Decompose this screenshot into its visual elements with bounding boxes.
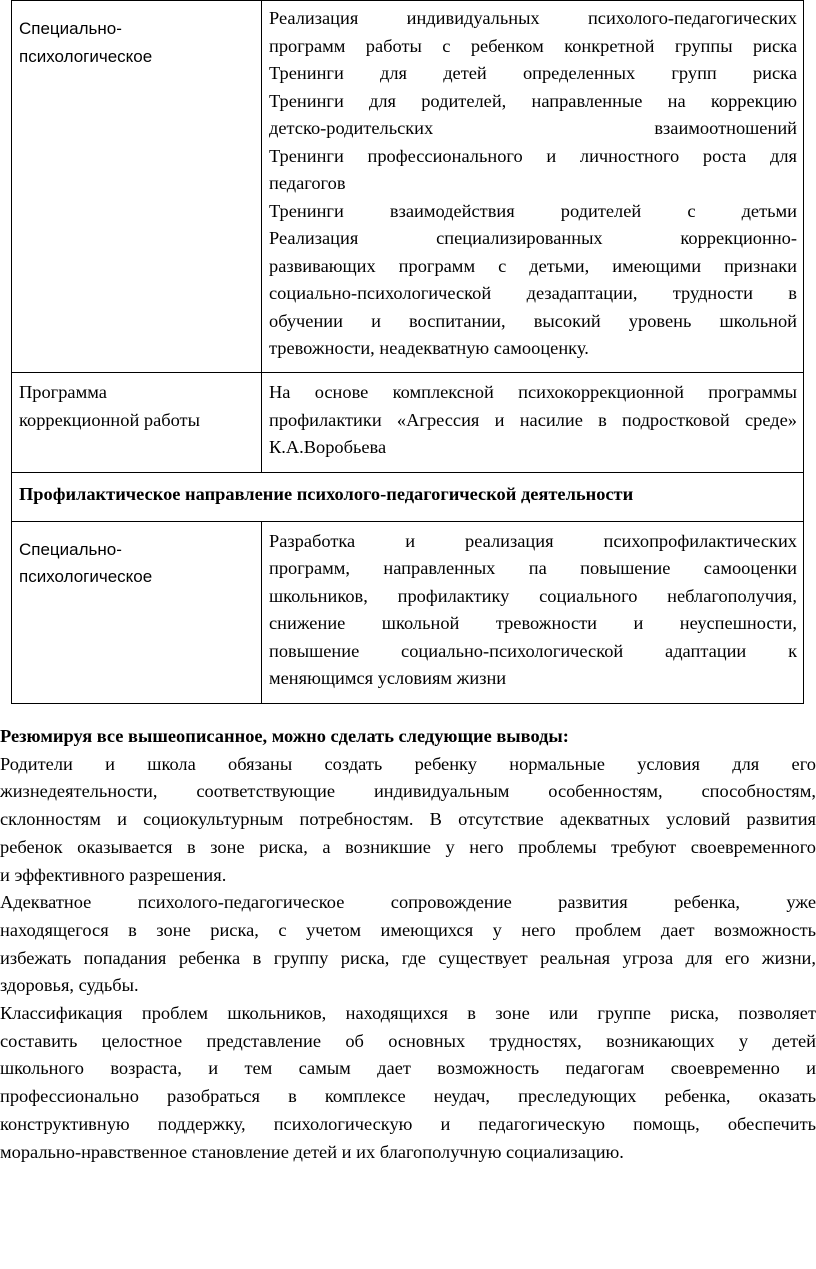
paragraph-line: составить целостное представление об основных трудностях, возникающих у детей xyxy=(0,1030,816,1051)
section-heading-row xyxy=(12,473,804,522)
table-row xyxy=(12,373,804,473)
label-line: Программа xyxy=(19,382,107,402)
paragraph-line: конструктивную поддержку, психологическую и педагогическую помощь, обеспечить xyxy=(0,1113,816,1134)
section-heading: Профилактическое направление психолого-педагогической деятельности xyxy=(12,473,804,522)
paragraph-line: Адекватное психолого-педагогическое сопровождение развития ребенка, уже xyxy=(0,892,816,913)
content-line: тревожности, неадекватную самооценку. xyxy=(269,338,589,358)
paragraph xyxy=(0,889,816,1000)
content-line: снижение школьной тревожности и неуспешности, xyxy=(269,613,797,633)
paragraph-line: ребенок оказывается в зоне риска, а возникшие у него проблемы требуют своевременного xyxy=(0,836,816,857)
row-label xyxy=(12,373,262,473)
paragraph-line: школьного возраста, и тем самым дает возможность педагогам своевременно и xyxy=(0,1058,816,1079)
content-line: педагогов xyxy=(269,173,346,193)
content-line: Разработка и реализация психопрофилактических xyxy=(269,530,797,551)
paragraph-line: профессионально разобраться в комплексе неудач, преследующих ребенка, оказать xyxy=(0,1086,816,1107)
paragraph-line: находящегося в зоне риска, с учетом имеющихся у него проблем дает возможность xyxy=(0,919,816,940)
content-line: Реализация индивидуальных психолого-педагогических xyxy=(269,8,797,28)
summary-title: Резюмируя все вышеописанное, можно сделать следующие выводы: xyxy=(0,726,569,746)
paragraph-line: жизнедеятельности, соответствующие индивидуальным особенностям, способностям, xyxy=(0,781,816,802)
content-line: программ, направленных па повышение самооценки xyxy=(269,558,797,578)
paragraph-line: Родители и школа обязаны создать ребенку нормальные условия для его xyxy=(0,753,816,774)
content-line: школьников, профилактику социального неблагополучия, xyxy=(269,585,797,606)
content-line: профилактики «Агрессия и насилие в подростковой среде» xyxy=(269,409,797,430)
label-line: психологическое xyxy=(19,46,153,66)
paragraph-line: избежать попадания ребенка в группу риска, где существует реальная угроза для его жизни, xyxy=(0,947,816,968)
content-line: К.А.Воробьева xyxy=(269,437,387,457)
content-line: Тренинги взаимодействия родителей с детьми xyxy=(269,200,797,221)
paragraph xyxy=(0,1000,816,1166)
row-content xyxy=(262,373,804,473)
content-line: Тренинги для родителей, направленные на коррекцию xyxy=(269,90,797,111)
content-line: программ работы с ребенком конкретной группы риска xyxy=(269,35,797,56)
paragraph-line: Классификация проблем школьников, находящихся в зоне или группе риска, позволяет xyxy=(0,1003,816,1024)
content-line: Реализация специализированных коррекционно- xyxy=(269,228,797,248)
row-label xyxy=(12,521,262,703)
row-label xyxy=(12,1,262,373)
summary-section xyxy=(0,723,816,1166)
paragraph-line: морально-нравственное становление детей и их благополучную социализацию. xyxy=(0,1141,624,1162)
content-line: Тренинги для детей определенных групп риска xyxy=(269,63,797,83)
row-content xyxy=(262,1,804,373)
table-row xyxy=(12,1,804,373)
label-line: коррекционной работы xyxy=(19,409,200,430)
content-line: социально-психологической дезадаптации, трудности в xyxy=(269,283,797,303)
paragraph-line: здоровья, судьбы. xyxy=(0,975,139,996)
label-line: Специально- xyxy=(19,19,122,38)
content-line: обучении и воспитании, высокий уровень школьной xyxy=(269,310,797,331)
content-line: Тренинги профессионального и личностного роста для xyxy=(269,145,797,166)
row-content xyxy=(262,521,804,703)
label-line: Специально- xyxy=(19,539,122,559)
content-line: На основе комплексной психокоррекционной программы xyxy=(269,382,797,402)
label-line: психологическое xyxy=(19,567,153,586)
content-line: детско-родительских взаимоотношений xyxy=(269,118,797,138)
paragraph-line: и эффективного разрешения. xyxy=(0,864,227,885)
paragraph-line: склонностям и социокультурным потребностям. В отсутствие адекватных условий развития xyxy=(0,809,816,830)
paragraph xyxy=(0,751,816,890)
methods-table xyxy=(11,0,804,704)
content-line: развивающих программ с детьми, имеющими признаки xyxy=(269,255,797,276)
table-row xyxy=(12,521,804,703)
content-line: меняющимся условиям жизни xyxy=(269,668,507,688)
content-line: повышение социально-психологической адаптации к xyxy=(269,640,797,661)
